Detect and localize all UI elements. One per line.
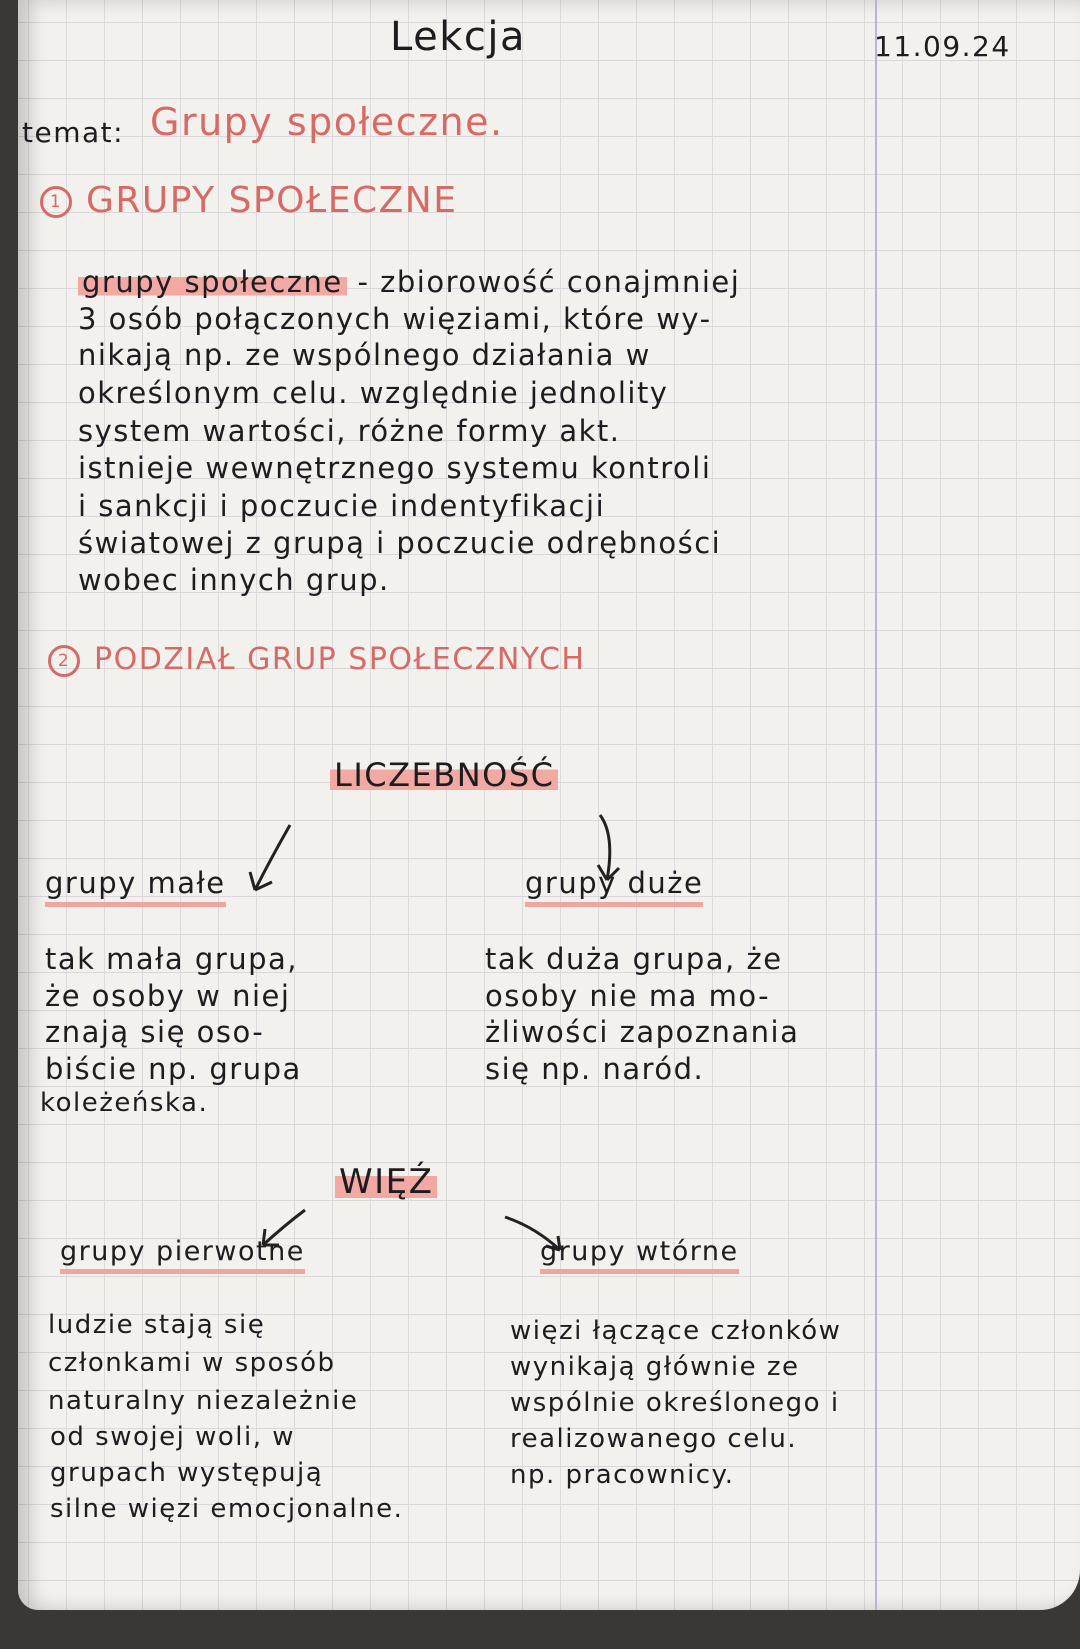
secondary-groups-title: grupy wtórne [540,1236,739,1274]
secondary-groups-line: np. pracownicy. [510,1460,735,1490]
definition-line: określonym celu. względnie jednolity [78,376,669,410]
small-groups-line: biście np. grupa [45,1052,302,1086]
definition-line: światowej z grupą i poczucie odrębności [78,526,722,560]
secondary-groups-line: wspólnie określonego i [510,1388,840,1418]
secondary-groups-line: więzi łączące członków [510,1316,842,1346]
definition-line: istnieje wewnętrznego systemu kontroli [78,451,712,485]
definition-line: 3 osób połączonych więziami, które wy- [78,302,712,336]
lesson-title: Lekcja [390,14,526,60]
definition-line [78,265,740,299]
section-1-heading [40,180,457,221]
large-groups-line: osoby nie ma mo- [485,979,771,1013]
section-2-heading [48,642,586,677]
primary-groups-title: grupy pierwotne [60,1236,305,1274]
large-groups-line: żliwości zapoznania [485,1015,800,1049]
definition-term: grupy społeczne [78,265,347,299]
primary-groups-line: grupach występują [50,1458,324,1488]
section-number-badge: 2 [48,645,80,677]
primary-groups-line: naturalny niezależnie [48,1386,359,1416]
large-groups-line: się np. naród. [485,1052,705,1086]
primary-groups-line: silne więzi emocjonalne. [50,1494,404,1524]
small-groups-line: koleżeńska. [40,1088,209,1118]
definition-line: system wartości, różne formy akt. [78,414,621,448]
large-groups-title: grupy duże [525,866,703,907]
small-groups-line: tak mała grupa, [45,942,299,976]
definition-line: wobec innych grup. [78,563,390,597]
topic-value: Grupy społeczne. [150,100,504,144]
small-groups-line: że osoby w niej [45,979,291,1013]
definition-text: - zbiorowość conajmniej [346,265,741,299]
section-1-title: GRUPY SPOŁECZNE [86,180,458,221]
small-groups-line: znają się oso- [45,1015,265,1049]
secondary-groups-line: realizowanego celu. [510,1424,798,1454]
secondary-groups-line: wynikają głównie ze [510,1352,800,1382]
topic-label: temat: [22,116,125,149]
section-2-title: PODZIAŁ GRUP SPOŁECZNYCH [94,642,586,677]
large-groups-line: tak duża grupa, że [485,942,783,976]
primary-groups-line: od swojej woli, w [50,1422,296,1452]
lesson-date: 11.09.24 [874,30,1011,63]
category-size: LICZEBNOŚĆ [330,756,558,794]
margin-line [875,0,877,1610]
arrow-left-icon [240,820,300,900]
primary-groups-line: ludzie stają się [48,1310,266,1340]
small-groups-title: grupy małe [45,866,226,907]
definition-line: i sankcji i poczucie indentyfikacji [78,489,606,523]
definition-line: nikają np. ze wspólnego działania w [78,338,651,372]
section-number-badge: 1 [40,186,72,218]
category-bond: WIĘŹ [335,1162,437,1202]
primary-groups-line: członkami w sposób [48,1348,336,1378]
